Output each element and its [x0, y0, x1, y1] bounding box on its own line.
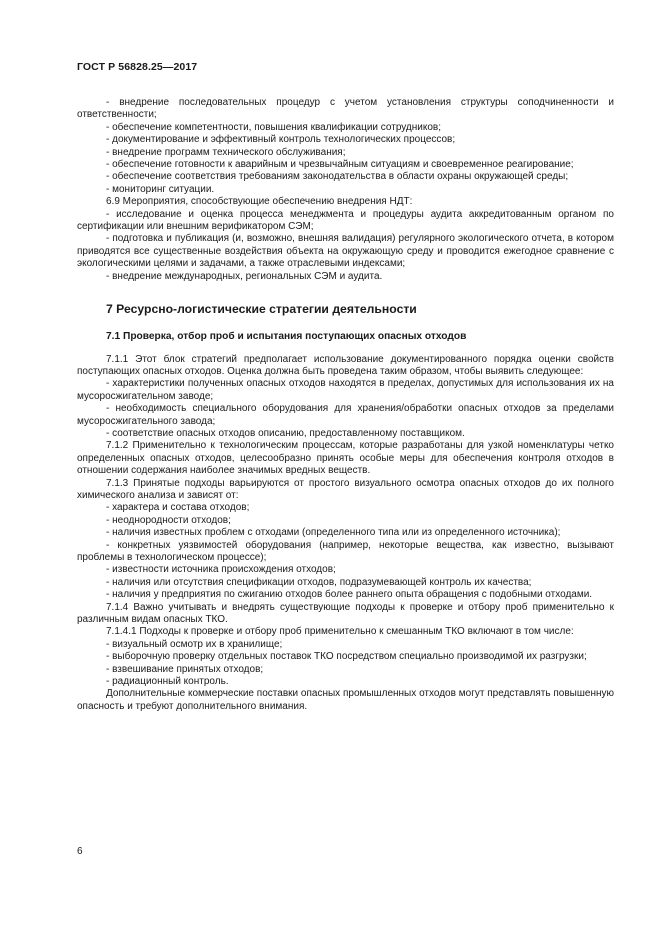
list-item: - обеспечение компетентности, повышения квалификации сотрудников;	[106, 121, 442, 133]
list-item: - взвешивание принятых отходов;	[106, 663, 264, 675]
list-item: - исследование и оценка процесса менеджмента и процедуры аудита аккредитованным органом по сертификации или внешним верификатором СЭМ;	[77, 208, 614, 233]
list-item: - конкретных уязвимостей оборудования (например, некоторые вещества, как известно, вызывают проблемы в технологическом процессе);	[77, 539, 614, 563]
clause-7-1-4-1: 7.1.4.1 Подходы к проверке и отбору проб применительно к смешанным ТКО включают в том числе:	[106, 626, 574, 638]
list-item: - визуальный осмотр их в хранилище;	[106, 638, 283, 650]
list-item: - подготовка и публикация (и, возможно, внешняя валидация) регулярного экологического отчета, в котором приводятся все существенные воздействия объекта на окружающую среду и проводится ежегодное сравнение с экологическими целями и задачами, а также отраслевыми индексами;	[77, 233, 614, 270]
list-item: - характеристики полученных опасных отходов находятся в пределах, допустимых для использования их на мусоросжигательном заводе;	[77, 378, 614, 402]
list-item: - внедрение международных, региональных СЭМ и аудита.	[106, 270, 383, 282]
list-item: - неоднородности отходов;	[106, 514, 231, 526]
list-item: - выборочную проверку отдельных поставок ТКО посредством специально производимой их разгрузки;	[106, 651, 587, 663]
list-item: - наличия у предприятия по сжиганию отходов более раннего опыта обращения с подобными отходами.	[106, 589, 593, 601]
list-item: - радиационный контроль.	[106, 676, 229, 688]
list-item: - наличия известных проблем с отходами (определенного типа или из определенного источника);	[106, 527, 561, 539]
list-item: - характера и состава отходов;	[106, 502, 250, 514]
document-body	[77, 97, 614, 713]
list-item: - обеспечение соответствия требованиям законодательства в области охраны окружающей среды;	[106, 171, 569, 183]
clause-6-9-title: 6.9 Мероприятия, способствующие обеспечению внедрения НДТ:	[106, 196, 413, 208]
clause-7-1-1: 7.1.1 Этот блок стратегий предполагает использование документированного порядка оценки свойств поступающих опасных отходов. Оценка должна быть проведена таким образом, чтобы выявить следующее:	[77, 353, 614, 377]
list-item: - соответствие опасных отходов описанию, предоставленному поставщиком.	[106, 427, 465, 439]
clause-7-1-4: 7.1.4 Важно учитывать и внедрять существующие подходы к проверке и отбору проб применительно к различным видам опасных ТКО.	[77, 601, 614, 626]
clause-7-1-3: 7.1.3 Принятые подходы варьируются от простого визуального осмотра опасных отходов до их полного химического анализа и зависят от:	[77, 477, 614, 501]
page-number: 6	[77, 846, 83, 857]
list-item: - внедрение программ технического обслуживания;	[106, 146, 346, 158]
list-item: - обеспечение готовности к аварийным и чрезвычайным ситуациям и своевременное реагирование;	[106, 159, 574, 171]
list-item: - внедрение последовательных процедур с учетом установления структуры соподчиненности и ответственности;	[77, 97, 614, 121]
section-7-1-heading: 7.1 Проверка, отбор проб и испытания поступающих опасных отходов	[106, 331, 467, 343]
list-item: - необходимость специального оборудования для хранения/обработки опасных отходов за пределами мусоросжигательного завода;	[77, 403, 614, 427]
section-7-heading: 7 Ресурсно-логистические стратегии деятельности	[106, 302, 417, 317]
clause-7-1-2: 7.1.2 Применительно к технологическим процессам, которые разработаны для узкой номенклатуры четко определенных опасных отходов, целесообразно принять особые меры для обеспечения контроля отходов в отношении содержания наиболее значимых вредных веществ.	[77, 440, 614, 477]
document-header: ГОСТ Р 56828.25—2017	[77, 61, 198, 73]
list-item: - мониторинг ситуации.	[106, 183, 215, 195]
list-item: - наличия или отсутствия спецификации отходов, подразумевающей контроль их качества;	[106, 576, 532, 588]
list-item: - известности источника происхождения отходов;	[106, 564, 336, 576]
list-item: - документирование и эффективный контроль технологических процессов;	[106, 134, 456, 146]
closing-paragraph: Дополнительные коммерческие поставки опасных промышленных отходов могут представлять повышенную опасность и требуют дополнительного внимания.	[77, 688, 614, 712]
